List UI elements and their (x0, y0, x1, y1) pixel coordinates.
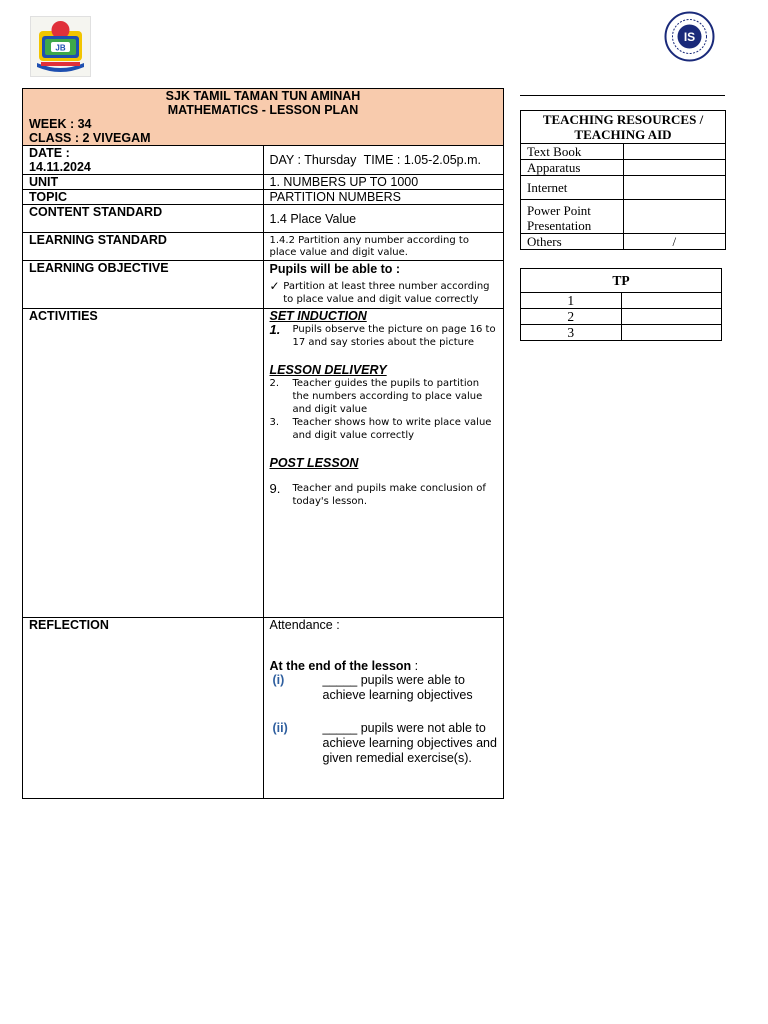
resource-mark (623, 144, 726, 160)
tp-level: 1 (521, 293, 622, 309)
class-label: CLASS : 2 VIVEGAM (29, 131, 151, 145)
resource-name: Internet (521, 176, 624, 200)
day-time-cell (263, 146, 504, 175)
week-label: WEEK : 34 (29, 117, 92, 131)
tp-mark (621, 325, 722, 341)
set-induction-heading: SET INDUCTION (269, 309, 367, 323)
school-crest-logo (30, 16, 91, 77)
activities-label: ACTIVITIES (23, 309, 264, 618)
list-item: 3. Teacher shows how to write place value and digit value correctly (269, 417, 492, 441)
plan-subject: MATHEMATICS - LESSON PLAN (167, 103, 359, 117)
date-value: 14.11.2024 (29, 160, 91, 174)
reflection-item: (i) _____ pupils were able to achieve learning objectives (272, 673, 473, 702)
resources-title: TEACHING RESOURCES / TEACHING AID (521, 111, 726, 144)
checkmark-icon: ✓ (269, 279, 280, 293)
education-seal-logo (664, 11, 715, 62)
tp-level: 2 (521, 309, 622, 325)
lesson-delivery-heading: LESSON DELIVERY (269, 363, 387, 377)
content-standard-label: CONTENT STANDARD (23, 205, 264, 233)
unit-label: UNIT (23, 175, 264, 190)
tp-title: TP (521, 269, 722, 293)
post-lesson-heading: POST LESSON (269, 456, 359, 470)
learning-objective-cell (263, 261, 504, 309)
resource-mark (623, 176, 726, 200)
reflection-cell: Attendance : At the end of the lesson : (i) _____ pupils were able to achieve learning objectives (ii) _____ pupils were not able to achieve learning objectives and given remedial exercise(s). (263, 618, 504, 799)
lesson-plan-table (22, 88, 504, 799)
day-value: DAY : Thursday (269, 153, 357, 167)
attendance-label: Attendance : (269, 618, 340, 632)
tp-table (520, 268, 722, 341)
resource-name: Others (521, 234, 624, 250)
resource-name: Apparatus (521, 160, 624, 176)
resource-mark: / (623, 234, 726, 250)
reflection-label: REFLECTION (23, 618, 264, 799)
list-item: 1. Pupils observe the picture on page 16 to 17 and say stories about the picture (269, 322, 496, 348)
resource-mark (623, 160, 726, 176)
school-name: SJK TAMIL TAMAN TUN AMINAH (165, 89, 361, 103)
seal-letters: IS (683, 30, 696, 44)
crest-letters: JB (55, 43, 66, 53)
resource-mark (623, 200, 726, 234)
tp-mark (621, 293, 722, 309)
plan-header (23, 89, 504, 146)
date-cell (23, 146, 264, 175)
tp-mark (621, 309, 722, 325)
content-standard-value: 1.4 Place Value (263, 205, 504, 233)
unit-value: 1. NUMBERS UP TO 1000 (263, 175, 504, 190)
teaching-resources-table (520, 110, 726, 250)
resource-name: Text Book (521, 144, 624, 160)
learning-standard-label: LEARNING STANDARD (23, 233, 264, 261)
learning-objective-label: LEARNING OBJECTIVE (23, 261, 264, 309)
time-value: TIME : 1.05-2.05p.m. (363, 153, 481, 167)
list-item: 2. Teacher guides the pupils to partition the numbers according to place value and digit value (269, 378, 483, 415)
topic-value: PARTITION NUMBERS (263, 190, 504, 205)
date-label: DATE : (29, 146, 70, 160)
end-of-lesson-label: At the end of the lesson (269, 659, 412, 673)
resource-name: Power Point Presentation (521, 200, 624, 234)
activities-cell (263, 309, 504, 618)
objective-text: Partition at least three number according to place value and digit value correctly (283, 281, 490, 305)
tp-level: 3 (521, 325, 622, 341)
list-item: 9. Teacher and pupils make conclusion of today's lesson. (269, 481, 486, 507)
divider-line (520, 95, 725, 96)
objective-intro: Pupils will be able to : (269, 262, 401, 276)
learning-standard-value: 1.4.2 Partition any number according to place value and digit value. (269, 235, 469, 258)
reflection-item: (ii) _____ pupils were not able to achieve learning objectives and given remedial exercise(s). (272, 721, 497, 765)
topic-label: TOPIC (23, 190, 264, 205)
